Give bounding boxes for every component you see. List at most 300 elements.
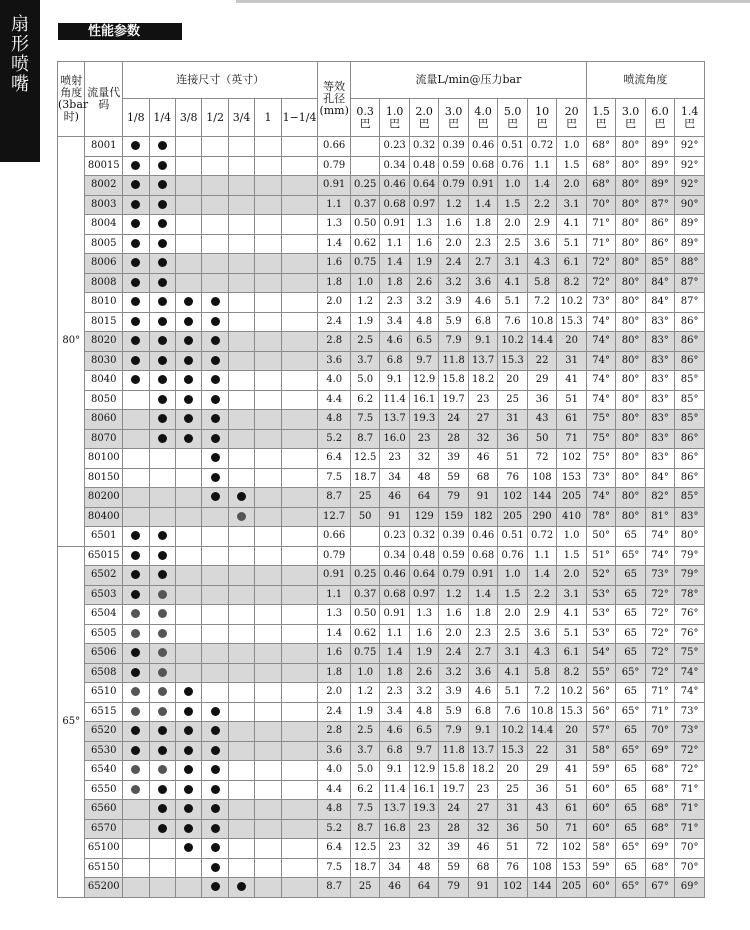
connection-cell <box>123 585 149 605</box>
connection-cell <box>255 371 281 391</box>
flow-value-cell: 16.0 <box>380 429 409 449</box>
angle-value-cell: 65 <box>616 722 645 742</box>
flow-value-cell: 0.79 <box>439 176 468 196</box>
connection-cell <box>281 429 318 449</box>
connection-cell <box>255 176 281 196</box>
orifice-cell: 1.6 <box>318 644 351 664</box>
angle-value-cell: 85° <box>675 390 705 410</box>
performance-table <box>57 61 705 898</box>
flow-value-cell: 32 <box>409 449 438 469</box>
connection-cell <box>149 215 175 235</box>
connection-cell <box>123 566 149 586</box>
flow-value-cell: 2.4 <box>439 644 468 664</box>
availability-dot-icon <box>211 804 220 813</box>
angle-value-cell: 65 <box>616 527 645 547</box>
flow-value-cell: 8.2 <box>557 273 587 293</box>
table-row <box>58 488 705 508</box>
connection-cell <box>175 351 201 371</box>
connection-cell <box>175 585 201 605</box>
availability-dot-icon <box>131 629 140 638</box>
flow-value-cell: 5.8 <box>527 273 556 293</box>
connection-cell <box>202 312 228 332</box>
angle-value-cell: 54° <box>586 644 615 664</box>
connection-cell <box>149 351 175 371</box>
connection-cell <box>228 137 254 157</box>
table-row <box>58 351 705 371</box>
flow-value-cell: 24 <box>439 800 468 820</box>
connection-cell <box>281 780 318 800</box>
flow-value-cell: 11.8 <box>439 741 468 761</box>
angle-value-cell: 89° <box>645 176 674 196</box>
angle-value-cell: 72° <box>645 624 674 644</box>
flow-value-cell: 76 <box>498 468 527 488</box>
flow-value-cell: 1.4 <box>380 254 409 274</box>
angle-value-cell: 65 <box>616 780 645 800</box>
angle-value-cell: 73° <box>675 722 705 742</box>
pressure-unit: 巴 <box>536 116 548 130</box>
availability-dot-icon <box>184 843 193 852</box>
flow-value-cell: 32 <box>468 819 497 839</box>
flow-code-cell: 8006 <box>85 254 123 274</box>
angle-value-cell: 80° <box>616 234 645 254</box>
connection-cell <box>123 156 149 176</box>
flow-value-cell: 6.2 <box>350 780 379 800</box>
availability-dot-icon <box>211 375 220 384</box>
connection-cell <box>281 839 318 859</box>
connection-cell <box>175 410 201 430</box>
flow-value-cell: 0.91 <box>380 605 409 625</box>
flow-value-cell: 9.7 <box>409 741 438 761</box>
connection-cell <box>123 527 149 547</box>
table-body <box>58 137 705 898</box>
connection-cell <box>255 761 281 781</box>
table-row <box>58 390 705 410</box>
flow-value-cell: 15.3 <box>557 702 587 722</box>
connection-cell <box>228 215 254 235</box>
connection-cell <box>202 176 228 196</box>
flow-value-cell: 1.6 <box>409 234 438 254</box>
connection-cell <box>281 488 318 508</box>
flow-value-cell: 1.0 <box>557 527 587 547</box>
header-size: 1/8 <box>123 99 149 137</box>
connection-cell <box>255 683 281 703</box>
flow-value-cell: 3.6 <box>527 624 556 644</box>
flow-value-cell <box>350 527 379 547</box>
availability-dot-icon <box>131 765 140 774</box>
availability-dot-icon <box>184 356 193 365</box>
flow-value-cell: 2.3 <box>380 683 409 703</box>
flow-value-cell: 16.1 <box>409 780 438 800</box>
angle-value-cell: 55° <box>586 663 615 683</box>
connection-cell <box>255 566 281 586</box>
availability-dot-icon <box>131 746 140 755</box>
flow-value-cell: 1.4 <box>380 644 409 664</box>
flow-code-cell: 6502 <box>85 566 123 586</box>
table-row <box>58 195 705 215</box>
angle-value-cell: 76° <box>675 605 705 625</box>
sidebar-char: 形 <box>11 34 29 55</box>
connection-cell <box>255 624 281 644</box>
connection-cell <box>149 410 175 430</box>
angle-value-cell: 84° <box>645 273 674 293</box>
flow-code-cell: 80100 <box>85 449 123 469</box>
flow-value-cell: 15.3 <box>498 741 527 761</box>
connection-cell <box>123 546 149 566</box>
flow-value-cell: 7.2 <box>527 683 556 703</box>
angle-value-cell: 59° <box>586 761 615 781</box>
angle-value-cell: 56° <box>586 683 615 703</box>
connection-cell <box>228 683 254 703</box>
connection-cell <box>281 722 318 742</box>
angle-value-cell: 65 <box>616 624 645 644</box>
connection-cell <box>175 839 201 859</box>
availability-dot-icon <box>184 804 193 813</box>
flow-value-cell: 2.4 <box>439 254 468 274</box>
connection-cell <box>202 858 228 878</box>
orifice-cell: 8.7 <box>318 488 351 508</box>
connection-cell <box>202 722 228 742</box>
flow-value-cell: 13.7 <box>468 741 497 761</box>
flow-value-cell: 0.34 <box>380 546 409 566</box>
flow-code-cell: 6501 <box>85 527 123 547</box>
flow-value-cell: 71 <box>557 819 587 839</box>
connection-cell <box>202 371 228 391</box>
angle-value-cell: 80° <box>675 527 705 547</box>
flow-value-cell: 0.59 <box>439 156 468 176</box>
flow-value-cell: 102 <box>557 449 587 469</box>
flow-value-cell: 4.8 <box>409 312 438 332</box>
flow-value-cell: 11.4 <box>380 780 409 800</box>
availability-dot-icon <box>158 434 167 443</box>
flow-value-cell: 5.8 <box>527 663 556 683</box>
flow-value-cell: 3.6 <box>527 234 556 254</box>
connection-cell <box>202 819 228 839</box>
flow-value-cell: 2.0 <box>439 234 468 254</box>
flow-code-cell: 6530 <box>85 741 123 761</box>
angle-value-cell: 83° <box>645 371 674 391</box>
connection-cell <box>149 137 175 157</box>
connection-cell <box>202 605 228 625</box>
connection-cell <box>123 624 149 644</box>
flow-value-cell: 20 <box>498 761 527 781</box>
orifice-cell: 1.3 <box>318 605 351 625</box>
connection-cell <box>228 293 254 313</box>
flow-code-cell: 8050 <box>85 390 123 410</box>
connection-cell <box>175 780 201 800</box>
flow-value-cell: 8.7 <box>350 819 379 839</box>
angle-value-cell: 85° <box>675 371 705 391</box>
flow-value-cell: 1.8 <box>468 605 497 625</box>
flow-value-cell: 2.3 <box>380 293 409 313</box>
connection-cell <box>202 800 228 820</box>
availability-dot-icon <box>131 687 140 696</box>
flow-value-cell: 0.51 <box>498 527 527 547</box>
flow-value-cell: 13.7 <box>380 410 409 430</box>
connection-cell <box>149 273 175 293</box>
flow-value-cell <box>350 156 379 176</box>
flow-code-cell: 8070 <box>85 429 123 449</box>
angle-value-cell: 83° <box>645 410 674 430</box>
flow-value-cell: 153 <box>557 858 587 878</box>
table-row <box>58 156 705 176</box>
connection-cell <box>149 507 175 527</box>
connection-cell <box>228 527 254 547</box>
flow-value-cell: 5.0 <box>350 371 379 391</box>
connection-cell <box>281 527 318 547</box>
header-size: 1/4 <box>149 99 175 137</box>
flow-value-cell: 1.5 <box>557 546 587 566</box>
table-row <box>58 839 705 859</box>
connection-cell <box>281 449 318 469</box>
flow-value-cell: 1.4 <box>468 195 497 215</box>
flow-value-cell: 51 <box>557 780 587 800</box>
pressure-unit: 巴 <box>389 116 401 130</box>
header-pressure <box>498 99 527 137</box>
connection-cell <box>228 468 254 488</box>
flow-value-cell: 2.5 <box>350 722 379 742</box>
availability-dot-icon <box>158 375 167 384</box>
connection-cell <box>175 449 201 469</box>
angle-value-cell: 69° <box>645 839 674 859</box>
pressure-value: 1.5 <box>592 104 610 118</box>
flow-value-cell: 36 <box>527 390 556 410</box>
flow-value-cell: 0.25 <box>350 176 379 196</box>
availability-dot-icon <box>131 278 140 287</box>
pressure-value: 1.0 <box>385 104 404 118</box>
angle-value-cell: 86° <box>645 215 674 235</box>
availability-dot-icon <box>184 434 193 443</box>
flow-code-cell: 6504 <box>85 605 123 625</box>
angle-value-cell: 87° <box>645 195 674 215</box>
flow-value-cell: 1.2 <box>439 585 468 605</box>
availability-dot-icon <box>237 882 246 891</box>
connection-cell <box>281 176 318 196</box>
connection-cell <box>123 819 149 839</box>
flow-value-cell: 34 <box>380 858 409 878</box>
flow-code-cell: 6508 <box>85 663 123 683</box>
angle-value-cell: 68° <box>586 176 615 196</box>
angle-value-cell: 86° <box>675 332 705 352</box>
availability-dot-icon <box>131 141 140 150</box>
angle-value-cell: 92° <box>675 156 705 176</box>
connection-cell <box>228 371 254 391</box>
flow-value-cell: 1.6 <box>439 605 468 625</box>
angle-value-cell: 72° <box>645 605 674 625</box>
flow-value-cell: 5.1 <box>498 683 527 703</box>
flow-value-cell: 36 <box>527 780 556 800</box>
connection-cell <box>202 527 228 547</box>
connection-cell <box>228 780 254 800</box>
flow-value-cell: 5.1 <box>557 234 587 254</box>
flow-value-cell: 2.5 <box>498 624 527 644</box>
flow-value-cell: 10.2 <box>557 293 587 313</box>
angle-value-cell: 68° <box>645 858 674 878</box>
flow-value-cell: 36 <box>498 429 527 449</box>
connection-cell <box>175 741 201 761</box>
flow-value-cell: 0.91 <box>468 566 497 586</box>
flow-value-cell: 0.48 <box>409 156 438 176</box>
availability-dot-icon <box>158 297 167 306</box>
connection-cell <box>149 195 175 215</box>
pressure-value: 1.4 <box>680 104 699 118</box>
flow-value-cell: 2.7 <box>468 644 497 664</box>
pressure-unit: 巴 <box>566 116 578 130</box>
angle-value-cell: 89° <box>675 234 705 254</box>
flow-value-cell: 48 <box>409 468 438 488</box>
connection-cell <box>255 507 281 527</box>
flow-value-cell: 31 <box>498 800 527 820</box>
flow-value-cell: 32 <box>468 429 497 449</box>
connection-cell <box>255 332 281 352</box>
table-row <box>58 371 705 391</box>
connection-cell <box>175 605 201 625</box>
connection-cell <box>202 351 228 371</box>
pressure-unit: 巴 <box>684 116 696 130</box>
connection-cell <box>175 527 201 547</box>
connection-cell <box>281 312 318 332</box>
connection-cell <box>149 429 175 449</box>
flow-value-cell: 4.8 <box>409 702 438 722</box>
flow-value-cell: 13.7 <box>468 351 497 371</box>
angle-value-cell: 68° <box>645 761 674 781</box>
flow-value-cell: 28 <box>439 429 468 449</box>
sidebar-char: 嘴 <box>11 74 29 95</box>
table-row <box>58 215 705 235</box>
availability-dot-icon <box>131 590 140 599</box>
flow-value-cell: 129 <box>409 507 438 527</box>
angle-value-cell: 75° <box>586 449 615 469</box>
availability-dot-icon <box>158 219 167 228</box>
connection-cell <box>228 878 254 898</box>
flow-value-cell: 61 <box>557 800 587 820</box>
flow-value-cell: 3.1 <box>498 254 527 274</box>
pressure-unit: 巴 <box>507 116 519 130</box>
flow-value-cell: 7.9 <box>439 332 468 352</box>
connection-cell <box>228 410 254 430</box>
flow-value-cell: 4.3 <box>527 644 556 664</box>
flow-value-cell: 23 <box>380 839 409 859</box>
connection-cell <box>149 858 175 878</box>
flow-value-cell: 20 <box>557 332 587 352</box>
flow-value-cell: 2.3 <box>468 234 497 254</box>
angle-value-cell: 72° <box>645 644 674 664</box>
flow-value-cell: 144 <box>527 488 556 508</box>
connection-cell <box>281 663 318 683</box>
connection-cell <box>255 741 281 761</box>
angle-value-cell: 76° <box>675 624 705 644</box>
flow-value-cell: 12.5 <box>350 839 379 859</box>
availability-dot-icon <box>184 765 193 774</box>
orifice-cell: 4.4 <box>318 780 351 800</box>
connection-cell <box>175 312 201 332</box>
flow-value-cell: 0.75 <box>350 254 379 274</box>
connection-cell <box>149 371 175 391</box>
orifice-cell: 2.4 <box>318 312 351 332</box>
flow-value-cell: 3.1 <box>557 195 587 215</box>
connection-cell <box>202 507 228 527</box>
connection-cell <box>228 449 254 469</box>
flow-value-cell: 41 <box>557 371 587 391</box>
flow-value-cell: 0.50 <box>350 215 379 235</box>
availability-dot-icon <box>158 609 167 618</box>
angle-value-cell: 84° <box>645 468 674 488</box>
angle-value-cell: 74° <box>645 546 674 566</box>
flow-value-cell: 3.6 <box>468 663 497 683</box>
flow-value-cell: 2.0 <box>557 176 587 196</box>
angle-value-cell: 73° <box>675 702 705 722</box>
angle-value-cell: 72° <box>675 741 705 761</box>
orifice-cell: 4.0 <box>318 761 351 781</box>
connection-cell <box>175 273 201 293</box>
header-pressure <box>468 99 497 137</box>
flow-value-cell: 1.5 <box>498 195 527 215</box>
connection-cell <box>149 683 175 703</box>
availability-dot-icon <box>158 278 167 287</box>
connection-cell <box>175 195 201 215</box>
flow-value-cell: 0.48 <box>409 546 438 566</box>
angle-value-cell: 80° <box>616 410 645 430</box>
connection-cell <box>228 156 254 176</box>
flow-code-cell: 6570 <box>85 819 123 839</box>
connection-cell <box>228 761 254 781</box>
flow-value-cell: 7.9 <box>439 722 468 742</box>
connection-cell <box>149 468 175 488</box>
flow-value-cell: 1.4 <box>468 585 497 605</box>
connection-cell <box>202 546 228 566</box>
flow-value-cell: 19.3 <box>409 410 438 430</box>
availability-dot-icon <box>131 356 140 365</box>
connection-cell <box>149 156 175 176</box>
flow-value-cell: 19.7 <box>439 390 468 410</box>
angle-value-cell: 60° <box>586 780 615 800</box>
connection-cell <box>281 371 318 391</box>
connection-cell <box>255 195 281 215</box>
angle-value-cell: 68° <box>645 800 674 820</box>
header-orifice: 等效孔径(mm) <box>318 62 351 137</box>
connection-cell <box>255 605 281 625</box>
connection-cell <box>281 585 318 605</box>
angle-value-cell: 86° <box>675 468 705 488</box>
angle-value-cell: 74° <box>645 527 674 547</box>
orifice-cell: 1.1 <box>318 585 351 605</box>
flow-value-cell: 50 <box>350 507 379 527</box>
flow-value-cell: 2.6 <box>409 273 438 293</box>
connection-cell <box>228 644 254 664</box>
flow-value-cell: 182 <box>468 507 497 527</box>
connection-cell <box>281 293 318 313</box>
flow-value-cell: 1.9 <box>409 644 438 664</box>
connection-cell <box>149 546 175 566</box>
connection-cell <box>175 390 201 410</box>
connection-cell <box>123 273 149 293</box>
pressure-unit: 巴 <box>654 116 666 130</box>
flow-value-cell: 10.2 <box>557 683 587 703</box>
connection-cell <box>123 780 149 800</box>
flow-value-cell: 1.0 <box>350 273 379 293</box>
connection-cell <box>123 663 149 683</box>
flow-value-cell: 1.0 <box>498 566 527 586</box>
angle-value-cell: 65 <box>616 858 645 878</box>
header-size: 3/4 <box>228 99 254 137</box>
table-row <box>58 819 705 839</box>
table-row <box>58 468 705 488</box>
section-title: 性能参数 <box>58 23 182 40</box>
flow-value-cell: 18.7 <box>350 858 379 878</box>
orifice-cell: 2.8 <box>318 722 351 742</box>
angle-value-cell: 92° <box>675 176 705 196</box>
flow-value-cell: 0.46 <box>468 137 497 157</box>
flow-value-cell: 12.5 <box>350 449 379 469</box>
